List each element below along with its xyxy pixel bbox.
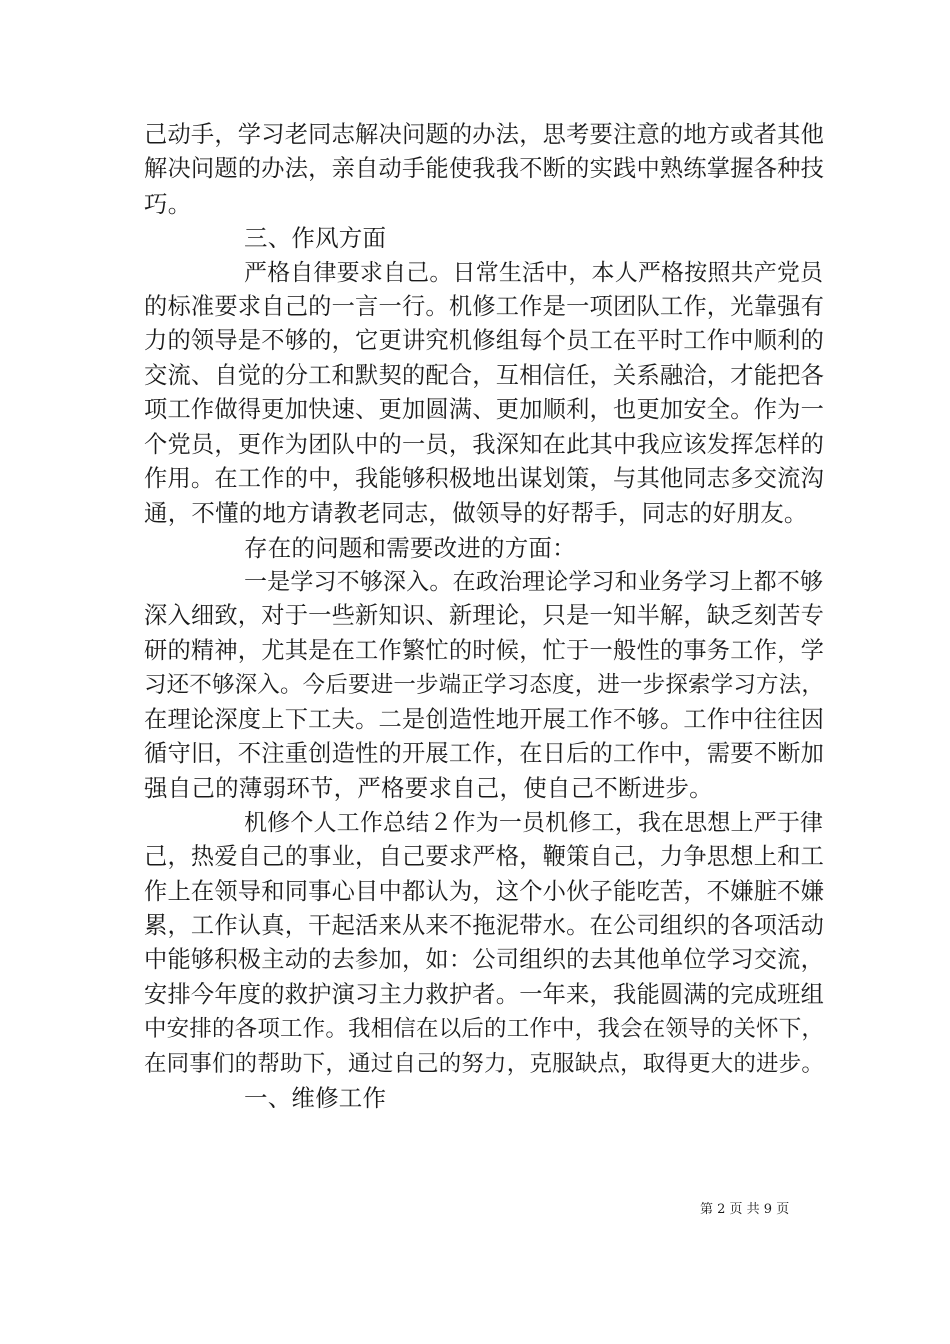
text-line: 一、维修工作 xyxy=(244,1083,387,1112)
text-line: 机修个人工作总结２作为一员机修工，我在思想上严于律 xyxy=(244,809,824,836)
text-line: 中能够积极主动的去参加，如：公司组织的去其他单位学习交流， xyxy=(144,946,825,974)
text-line: 循守旧，不注重创造性的开展工作，在日后的工作中，需要不断加 xyxy=(144,740,825,768)
text-line: 强自己的薄弱环节，严格要求自己，使自己不断进步。 xyxy=(144,774,713,803)
text-line: 安排今年度的救护演习主力救护者。一年来，我能圆满的完成班组 xyxy=(144,980,825,1008)
text-line: 作用。在工作的中，我能够积极地出谋划策，与其他同志多交流沟 xyxy=(144,464,825,492)
text-line: 的标准要求自己的一言一行。机修工作是一项团队工作，光靠强有 xyxy=(144,292,825,320)
text-line: 深入细致，对于一些新知识、新理论，只是一知半解，缺乏刻苦专 xyxy=(144,602,825,630)
text-line: 己，热爱自己的事业，自己要求严格，鞭策自己，力争思想上和工 xyxy=(144,843,825,871)
text-line: 解决问题的办法，亲自动手能使我我不断的实践中熟练掌握各种技 xyxy=(144,155,825,183)
page-number: 第 2 页 共 9 页 xyxy=(700,1202,790,1217)
text-line: 交流、自觉的分工和默契的配合，互相信任，关系融洽，才能把各 xyxy=(144,361,825,389)
text-line: 研的精神，尤其是在工作繁忙的时候，忙于一般性的事务工作，学 xyxy=(144,636,825,664)
text-line: 一是学习不够深入。在政治理论学习和业务学习上都不够 xyxy=(244,569,824,596)
document-body xyxy=(144,118,824,1115)
text-line: 习还不够深入。今后要进一步端正学习态度，进一步探索学习方法， xyxy=(144,672,825,699)
text-line: 项工作做得更加快速、更加圆满、更加顺利，也更加安全。作为一 xyxy=(144,396,825,424)
text-line: 力的领导是不够的，它更讲究机修组每个员工在平时工作中顺利的 xyxy=(144,327,825,355)
text-line: 存在的问题和需要改进的方面： xyxy=(244,533,576,562)
text-line: 在同事们的帮助下，通过自己的努力，克服缺点，取得更大的进步。 xyxy=(144,1050,825,1077)
text-line: 累，工作认真，干起活来从来不拖泥带水。在公司组织的各项活动 xyxy=(144,911,825,939)
text-line: 在理论深度上下工夫。二是创造性地开展工作不够。工作中往往因 xyxy=(144,705,825,733)
text-line: 巧。 xyxy=(144,189,192,218)
text-line: 严格自律要求自己。日常生活中，本人严格按照共产党员 xyxy=(244,259,824,286)
text-line: 己动手，学习老同志解决问题的办法，思考要注意的地方或者其他 xyxy=(144,121,825,148)
text-line: 通，不懂的地方请教老同志，做领导的好帮手，同志的好朋友。 xyxy=(144,499,808,528)
text-line: 三、作风方面 xyxy=(244,224,387,253)
text-line: 作上在领导和同事心目中都认为，这个小伙子能吃苦，不嫌脏不嫌 xyxy=(144,877,825,905)
text-line: 个党员，更作为团队中的一员，我深知在此其中我应该发挥怎样的 xyxy=(144,430,825,458)
text-line: 中安排的各项工作。我相信在以后的工作中，我会在领导的关怀下， xyxy=(144,1016,825,1043)
